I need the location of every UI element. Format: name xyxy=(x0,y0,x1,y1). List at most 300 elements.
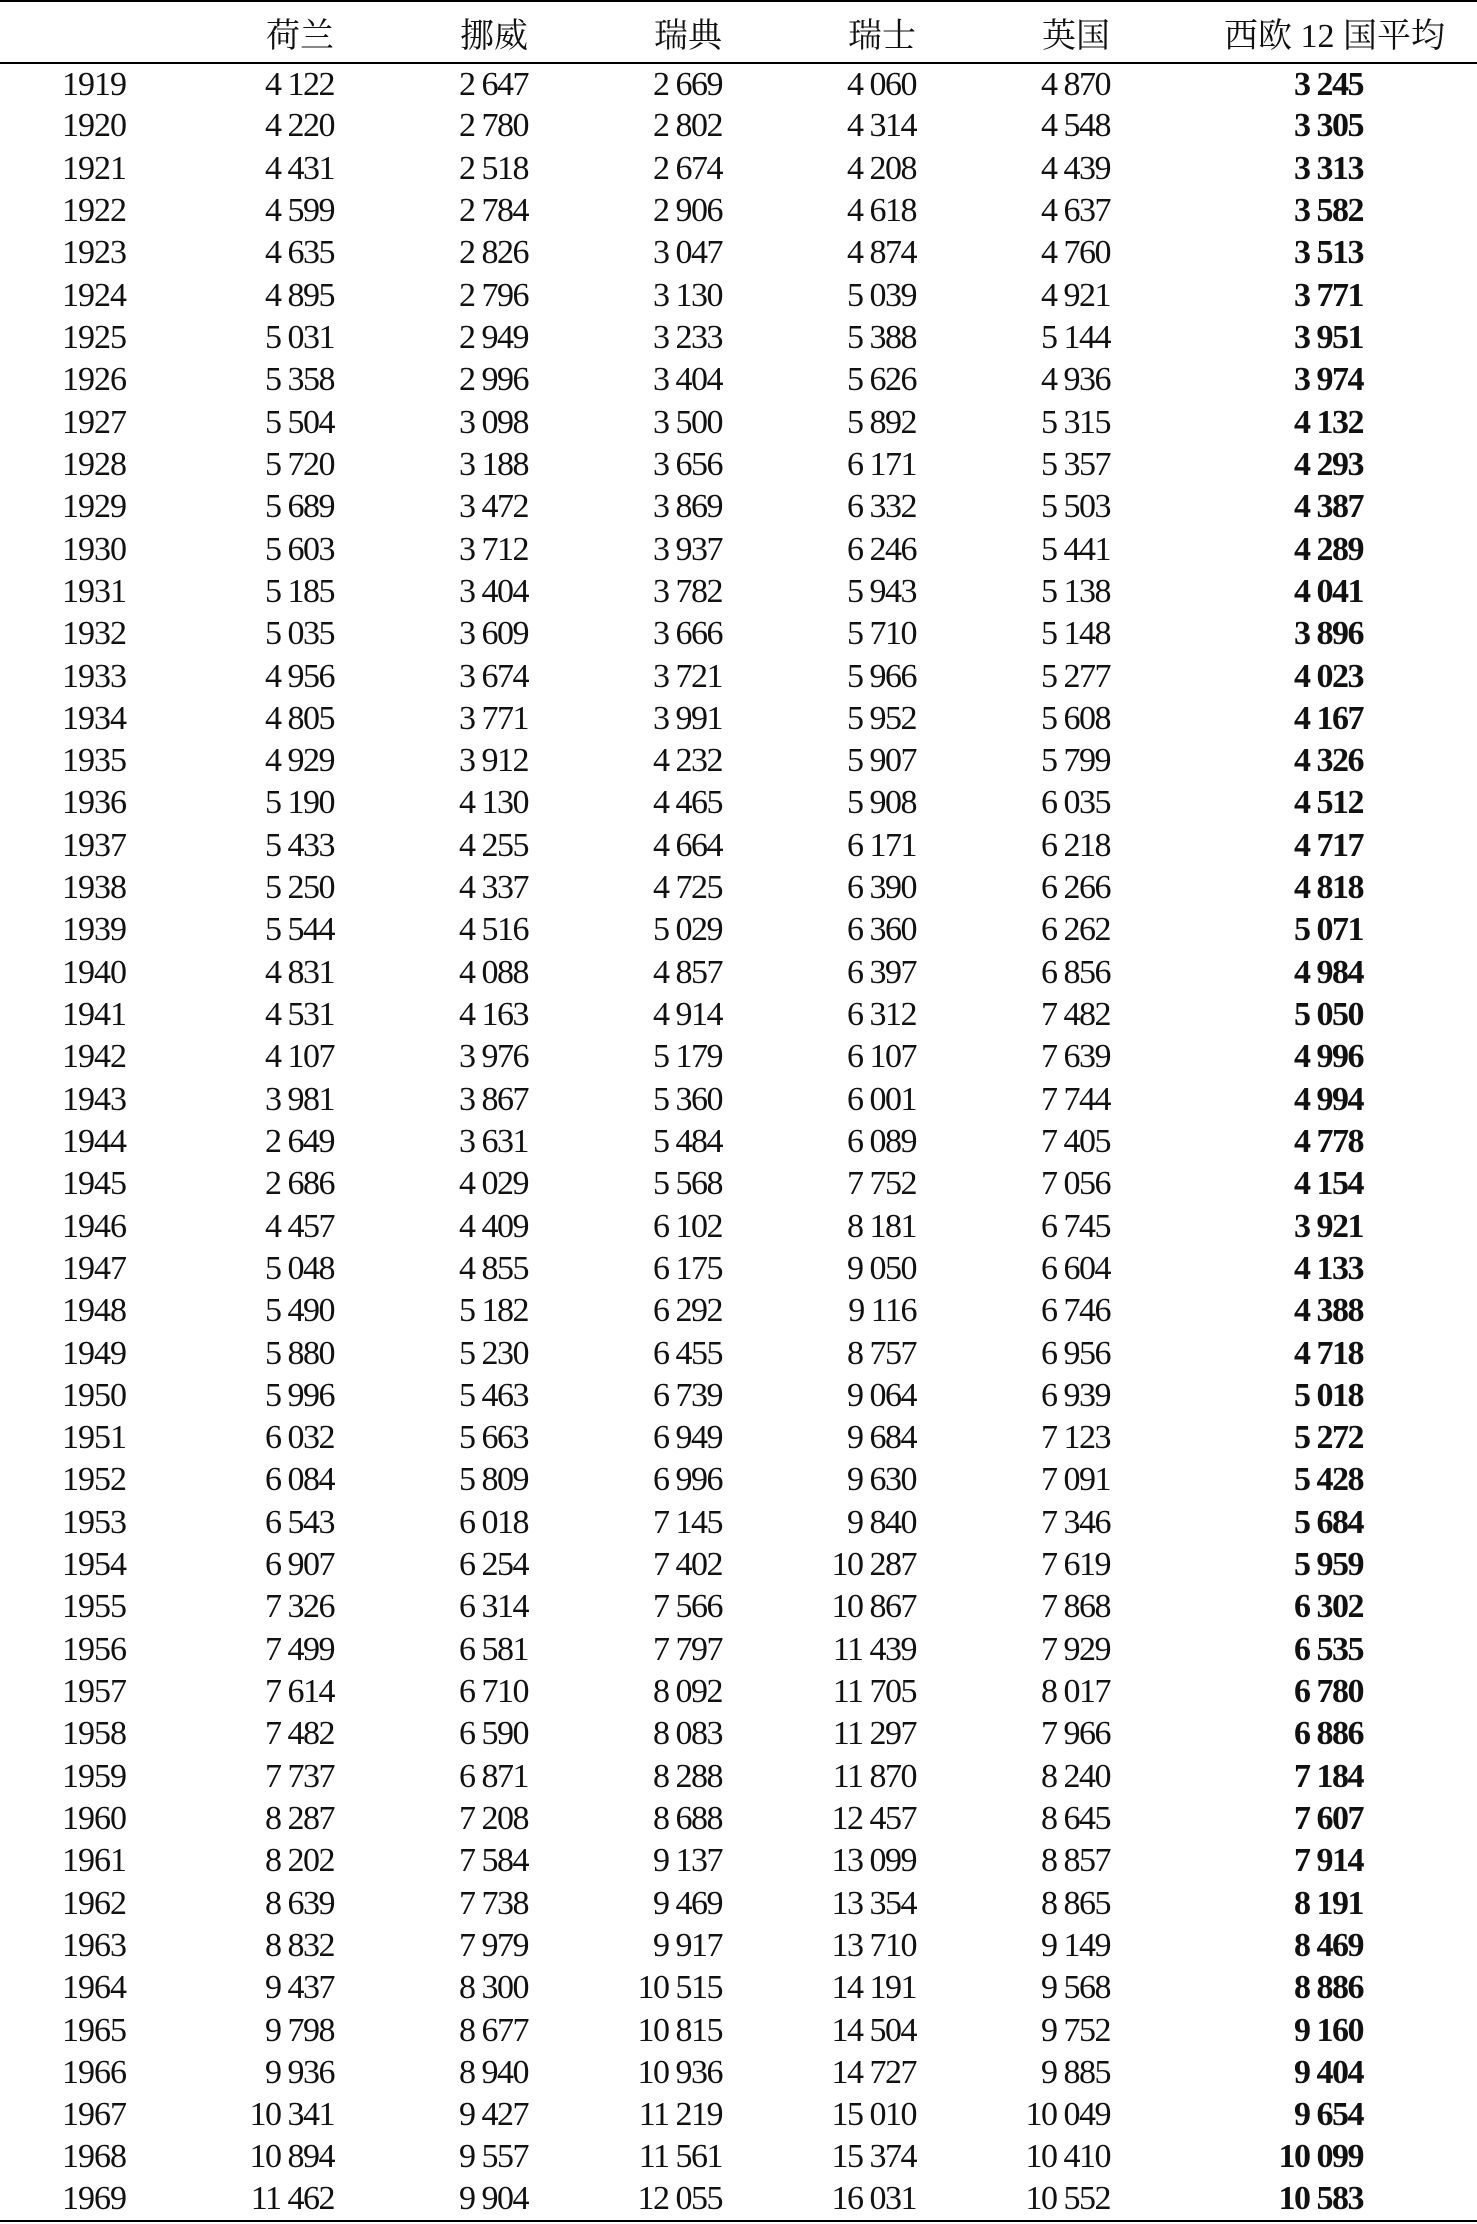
header-year xyxy=(0,1,140,63)
cell-netherlands: 9 936 xyxy=(265,2053,334,2091)
table-row xyxy=(0,1459,1477,1501)
cell-switzerland: 5 710 xyxy=(847,615,916,653)
cell-uk: 6 956 xyxy=(1041,1334,1110,1372)
cell-netherlands: 4 895 xyxy=(265,276,334,314)
cell-switzerland: 9 050 xyxy=(847,1249,916,1287)
cell-year: 1924 xyxy=(62,276,126,314)
cell-uk: 6 035 xyxy=(1041,784,1110,822)
cell-average: 4 388 xyxy=(1294,1292,1363,1330)
cell-sweden: 11 561 xyxy=(638,2138,722,2176)
cell-norway: 4 255 xyxy=(459,826,528,864)
cell-norway: 6 581 xyxy=(459,1630,528,1668)
cell-uk: 6 856 xyxy=(1041,953,1110,991)
cell-year: 1944 xyxy=(62,1122,126,1160)
cell-uk: 7 868 xyxy=(1041,1588,1110,1626)
cell-sweden: 5 179 xyxy=(653,1038,722,1076)
cell-netherlands: 5 190 xyxy=(265,784,334,822)
table-row xyxy=(0,105,1477,147)
cell-sweden: 8 688 xyxy=(653,1799,722,1837)
cell-switzerland: 4 874 xyxy=(847,234,916,272)
cell-average: 4 994 xyxy=(1294,1080,1363,1118)
cell-netherlands: 5 031 xyxy=(265,319,334,357)
cell-average: 3 245 xyxy=(1294,65,1363,103)
cell-year: 1942 xyxy=(62,1038,126,1076)
cell-sweden: 7 566 xyxy=(653,1588,722,1626)
cell-switzerland: 8 757 xyxy=(847,1334,916,1372)
cell-uk: 7 405 xyxy=(1041,1122,1110,1160)
cell-netherlands: 7 499 xyxy=(265,1630,334,1668)
cell-norway: 3 472 xyxy=(459,488,528,526)
cell-year: 1958 xyxy=(62,1715,126,1753)
cell-norway: 3 609 xyxy=(459,615,528,653)
cell-uk: 7 744 xyxy=(1041,1080,1110,1118)
cell-norway: 8 300 xyxy=(459,1969,528,2007)
cell-switzerland: 15 010 xyxy=(831,2096,916,2134)
cell-average: 3 313 xyxy=(1294,149,1363,187)
cell-average: 4 984 xyxy=(1294,953,1363,991)
cell-norway: 4 029 xyxy=(459,1165,528,1203)
cell-uk: 5 148 xyxy=(1041,615,1110,653)
cell-norway: 4 337 xyxy=(459,869,528,907)
cell-netherlands: 10 341 xyxy=(249,2096,334,2134)
cell-netherlands: 5 720 xyxy=(265,445,334,483)
cell-switzerland: 9 684 xyxy=(847,1419,916,1457)
table-row xyxy=(0,275,1477,317)
cell-uk: 5 138 xyxy=(1041,572,1110,610)
table-row xyxy=(0,1375,1477,1417)
cell-norway: 3 867 xyxy=(459,1080,528,1118)
header-norway: 挪威 xyxy=(334,1,528,63)
cell-switzerland: 5 907 xyxy=(847,742,916,780)
cell-year: 1922 xyxy=(62,192,126,230)
cell-sweden: 8 083 xyxy=(653,1715,722,1753)
cell-norway: 6 710 xyxy=(459,1673,528,1711)
cell-year: 1959 xyxy=(62,1757,126,1795)
cell-average: 3 305 xyxy=(1294,107,1363,145)
cell-sweden: 9 137 xyxy=(653,1842,722,1880)
table-row xyxy=(0,2052,1477,2094)
table-row xyxy=(0,1332,1477,1374)
cell-norway: 5 663 xyxy=(459,1419,528,1457)
cell-norway: 9 557 xyxy=(459,2138,528,2176)
cell-uk: 5 277 xyxy=(1041,657,1110,695)
cell-average: 8 191 xyxy=(1294,1884,1363,1922)
table-row xyxy=(0,1121,1477,1163)
cell-switzerland: 13 710 xyxy=(831,1926,916,1964)
cell-uk: 6 262 xyxy=(1041,911,1110,949)
cell-uk: 6 604 xyxy=(1041,1249,1110,1287)
cell-year: 1920 xyxy=(62,107,126,145)
cell-sweden: 3 721 xyxy=(653,657,722,695)
cell-average: 3 896 xyxy=(1294,615,1363,653)
cell-uk: 4 548 xyxy=(1041,107,1110,145)
cell-uk: 8 645 xyxy=(1041,1799,1110,1837)
cell-netherlands: 5 048 xyxy=(265,1249,334,1287)
cell-average: 7 184 xyxy=(1294,1757,1363,1795)
cell-average: 4 167 xyxy=(1294,699,1363,737)
cell-switzerland: 4 618 xyxy=(847,192,916,230)
cell-norway: 8 677 xyxy=(459,2011,528,2049)
table-row xyxy=(0,1798,1477,1840)
cell-switzerland: 5 892 xyxy=(847,403,916,441)
cell-average: 8 469 xyxy=(1294,1926,1363,1964)
cell-sweden: 7 145 xyxy=(653,1503,722,1541)
cell-year: 1930 xyxy=(62,530,126,568)
cell-netherlands: 5 185 xyxy=(265,572,334,610)
cell-sweden: 5 568 xyxy=(653,1165,722,1203)
cell-netherlands: 5 880 xyxy=(265,1334,334,1372)
cell-sweden: 8 288 xyxy=(653,1757,722,1795)
cell-year: 1964 xyxy=(62,1969,126,2007)
cell-average: 4 326 xyxy=(1294,742,1363,780)
table-row xyxy=(0,952,1477,994)
cell-switzerland: 14 727 xyxy=(831,2053,916,2091)
cell-netherlands: 6 907 xyxy=(265,1546,334,1584)
cell-netherlands: 4 956 xyxy=(265,657,334,695)
cell-average: 4 133 xyxy=(1294,1249,1363,1287)
cell-sweden: 9 469 xyxy=(653,1884,722,1922)
cell-average: 4 717 xyxy=(1294,826,1363,864)
cell-year: 1957 xyxy=(62,1673,126,1711)
table-row xyxy=(0,909,1477,951)
cell-average: 5 018 xyxy=(1294,1376,1363,1414)
cell-average: 4 996 xyxy=(1294,1038,1363,1076)
cell-year: 1968 xyxy=(62,2138,126,2176)
cell-sweden: 6 739 xyxy=(653,1376,722,1414)
cell-norway: 2 518 xyxy=(459,149,528,187)
cell-average: 3 582 xyxy=(1294,192,1363,230)
cell-norway: 7 584 xyxy=(459,1842,528,1880)
cell-sweden: 6 949 xyxy=(653,1419,722,1457)
cell-uk: 4 936 xyxy=(1041,361,1110,399)
cell-sweden: 2 674 xyxy=(653,149,722,187)
table-row xyxy=(0,1163,1477,1205)
cell-year: 1941 xyxy=(62,996,126,1034)
cell-sweden: 2 802 xyxy=(653,107,722,145)
cell-sweden: 2 669 xyxy=(653,65,722,103)
table-body xyxy=(0,63,1477,2221)
cell-switzerland: 4 208 xyxy=(847,149,916,187)
cell-year: 1946 xyxy=(62,1207,126,1245)
cell-uk: 7 966 xyxy=(1041,1715,1110,1753)
cell-uk: 8 240 xyxy=(1041,1757,1110,1795)
cell-switzerland: 12 457 xyxy=(831,1799,916,1837)
cell-netherlands: 8 202 xyxy=(265,1842,334,1880)
table-row xyxy=(0,698,1477,740)
cell-sweden: 6 455 xyxy=(653,1334,722,1372)
cell-average: 4 387 xyxy=(1294,488,1363,526)
cell-netherlands: 2 649 xyxy=(265,1122,334,1160)
cell-uk: 6 745 xyxy=(1041,1207,1110,1245)
cell-netherlands: 4 929 xyxy=(265,742,334,780)
table-row xyxy=(0,1840,1477,1882)
cell-netherlands: 5 544 xyxy=(265,911,334,949)
cell-norway: 2 949 xyxy=(459,319,528,357)
cell-sweden: 9 917 xyxy=(653,1926,722,1964)
cell-netherlands: 6 032 xyxy=(265,1419,334,1457)
cell-netherlands: 5 433 xyxy=(265,826,334,864)
cell-netherlands: 4 831 xyxy=(265,953,334,991)
cell-switzerland: 7 752 xyxy=(847,1165,916,1203)
cell-uk: 5 503 xyxy=(1041,488,1110,526)
cell-switzerland: 5 952 xyxy=(847,699,916,737)
cell-sweden: 3 130 xyxy=(653,276,722,314)
cell-sweden: 4 725 xyxy=(653,869,722,907)
cell-netherlands: 4 599 xyxy=(265,192,334,230)
cell-sweden: 5 360 xyxy=(653,1080,722,1118)
cell-netherlands: 9 798 xyxy=(265,2011,334,2049)
cell-norway: 2 780 xyxy=(459,107,528,145)
cell-netherlands: 4 805 xyxy=(265,699,334,737)
cell-average: 4 818 xyxy=(1294,869,1363,907)
cell-uk: 7 346 xyxy=(1041,1503,1110,1541)
cell-year: 1921 xyxy=(62,149,126,187)
cell-uk: 7 056 xyxy=(1041,1165,1110,1203)
cell-netherlands: 4 107 xyxy=(265,1038,334,1076)
cell-norway: 3 976 xyxy=(459,1038,528,1076)
cell-switzerland: 6 246 xyxy=(847,530,916,568)
cell-average: 6 886 xyxy=(1294,1715,1363,1753)
table-row xyxy=(0,1248,1477,1290)
table-row xyxy=(0,1671,1477,1713)
cell-uk: 5 357 xyxy=(1041,445,1110,483)
cell-norway: 4 855 xyxy=(459,1249,528,1287)
cell-sweden: 3 869 xyxy=(653,488,722,526)
cell-norway: 6 871 xyxy=(459,1757,528,1795)
cell-sweden: 3 666 xyxy=(653,615,722,653)
cell-netherlands: 8 832 xyxy=(265,1926,334,1964)
cell-year: 1935 xyxy=(62,742,126,780)
cell-average: 9 160 xyxy=(1294,2011,1363,2049)
cell-average: 4 718 xyxy=(1294,1334,1363,1372)
cell-uk: 4 760 xyxy=(1041,234,1110,272)
cell-sweden: 10 815 xyxy=(637,2011,722,2049)
cell-year: 1949 xyxy=(62,1334,126,1372)
cell-year: 1937 xyxy=(62,826,126,864)
cell-norway: 3 674 xyxy=(459,657,528,695)
cell-year: 1966 xyxy=(62,2053,126,2091)
cell-average: 6 302 xyxy=(1294,1588,1363,1626)
cell-switzerland: 6 360 xyxy=(847,911,916,949)
cell-norway: 3 404 xyxy=(459,572,528,610)
cell-norway: 7 979 xyxy=(459,1926,528,1964)
cell-average: 3 771 xyxy=(1294,276,1363,314)
cell-switzerland: 6 001 xyxy=(847,1080,916,1118)
cell-average: 3 951 xyxy=(1294,319,1363,357)
cell-year: 1923 xyxy=(62,234,126,272)
cell-uk: 5 799 xyxy=(1041,742,1110,780)
cell-switzerland: 11 705 xyxy=(832,1673,916,1711)
cell-switzerland: 6 332 xyxy=(847,488,916,526)
cell-sweden: 3 047 xyxy=(653,234,722,272)
cell-sweden: 4 664 xyxy=(653,826,722,864)
cell-switzerland: 5 966 xyxy=(847,657,916,695)
cell-uk: 7 639 xyxy=(1041,1038,1110,1076)
cell-sweden: 4 857 xyxy=(653,953,722,991)
cell-average: 9 654 xyxy=(1294,2096,1363,2134)
cell-netherlands: 5 504 xyxy=(265,403,334,441)
cell-year: 1929 xyxy=(62,488,126,526)
cell-uk: 7 123 xyxy=(1041,1419,1110,1457)
cell-uk: 4 870 xyxy=(1041,65,1110,103)
cell-switzerland: 9 630 xyxy=(847,1461,916,1499)
cell-norway: 3 771 xyxy=(459,699,528,737)
table-row xyxy=(0,317,1477,359)
cell-uk: 7 091 xyxy=(1041,1461,1110,1499)
cell-year: 1938 xyxy=(62,869,126,907)
cell-year: 1963 xyxy=(62,1926,126,1964)
cell-netherlands: 8 639 xyxy=(265,1884,334,1922)
cell-norway: 6 254 xyxy=(459,1546,528,1584)
cell-uk: 8 865 xyxy=(1041,1884,1110,1922)
cell-year: 1943 xyxy=(62,1080,126,1118)
table-row xyxy=(0,867,1477,909)
cell-uk: 10 410 xyxy=(1025,2138,1110,2176)
cell-netherlands: 2 686 xyxy=(265,1165,334,1203)
cell-year: 1932 xyxy=(62,615,126,653)
cell-sweden: 3 656 xyxy=(653,445,722,483)
cell-norway: 2 996 xyxy=(459,361,528,399)
table-row xyxy=(0,148,1477,190)
cell-year: 1956 xyxy=(62,1630,126,1668)
cell-year: 1936 xyxy=(62,784,126,822)
cell-switzerland: 9 840 xyxy=(847,1503,916,1541)
table-row xyxy=(0,402,1477,444)
cell-sweden: 6 292 xyxy=(653,1292,722,1330)
cell-average: 4 023 xyxy=(1294,657,1363,695)
cell-year: 1947 xyxy=(62,1249,126,1287)
cell-uk: 5 315 xyxy=(1041,403,1110,441)
cell-norway: 3 098 xyxy=(459,403,528,441)
cell-year: 1950 xyxy=(62,1376,126,1414)
cell-average: 3 921 xyxy=(1294,1207,1363,1245)
cell-sweden: 6 102 xyxy=(653,1207,722,1245)
cell-switzerland: 5 039 xyxy=(847,276,916,314)
cell-norway: 6 018 xyxy=(459,1503,528,1541)
cell-netherlands: 7 737 xyxy=(265,1757,334,1795)
cell-uk: 7 929 xyxy=(1041,1630,1110,1668)
cell-switzerland: 10 867 xyxy=(831,1588,916,1626)
table-row xyxy=(0,1925,1477,1967)
cell-switzerland: 5 943 xyxy=(847,572,916,610)
cell-average: 5 050 xyxy=(1294,996,1363,1034)
table-row xyxy=(0,1586,1477,1628)
cell-sweden: 5 029 xyxy=(653,911,722,949)
cell-switzerland: 11 439 xyxy=(832,1630,916,1668)
cell-switzerland: 6 089 xyxy=(847,1122,916,1160)
table-row xyxy=(0,1967,1477,2009)
cell-uk: 8 017 xyxy=(1041,1673,1110,1711)
cell-sweden: 3 937 xyxy=(653,530,722,568)
header-netherlands: 荷兰 xyxy=(140,1,334,63)
cell-average: 10 583 xyxy=(1110,2179,1477,2221)
cell-norway: 2 826 xyxy=(459,234,528,272)
cell-switzerland: 16 031 xyxy=(722,2179,916,2221)
cell-sweden: 6 175 xyxy=(653,1249,722,1287)
header-western-europe-12-average: 西欧 12 国平均 xyxy=(1110,1,1477,63)
cell-sweden: 3 404 xyxy=(653,361,722,399)
cell-year: 1951 xyxy=(62,1419,126,1457)
cell-norway: 2 647 xyxy=(459,65,528,103)
cell-average: 4 293 xyxy=(1294,445,1363,483)
cell-netherlands: 6 543 xyxy=(265,1503,334,1541)
table-row xyxy=(0,1629,1477,1671)
cell-netherlands: 7 614 xyxy=(265,1673,334,1711)
table-row xyxy=(0,1079,1477,1121)
table-row xyxy=(0,1502,1477,1544)
cell-uk: 10 552 xyxy=(916,2179,1110,2221)
cell-year: 1954 xyxy=(62,1546,126,1584)
cell-norway: 5 230 xyxy=(459,1334,528,1372)
cell-average: 7 914 xyxy=(1294,1842,1363,1880)
cell-sweden: 8 092 xyxy=(653,1673,722,1711)
cell-year: 1940 xyxy=(62,953,126,991)
cell-netherlands: 5 689 xyxy=(265,488,334,526)
table-row xyxy=(0,571,1477,613)
table-row xyxy=(0,740,1477,782)
cell-sweden: 10 936 xyxy=(637,2053,722,2091)
cell-uk: 4 921 xyxy=(1041,276,1110,314)
cell-uk: 7 482 xyxy=(1041,996,1110,1034)
cell-switzerland: 10 287 xyxy=(831,1546,916,1584)
cell-switzerland: 13 099 xyxy=(831,1842,916,1880)
cell-norway: 7 738 xyxy=(459,1884,528,1922)
cell-norway: 5 809 xyxy=(459,1461,528,1499)
cell-average: 3 513 xyxy=(1294,234,1363,272)
cell-switzerland: 9 064 xyxy=(847,1376,916,1414)
cell-year: 1927 xyxy=(62,403,126,441)
cell-netherlands: 5 250 xyxy=(265,869,334,907)
cell-uk: 7 619 xyxy=(1041,1546,1110,1584)
table-row xyxy=(0,528,1477,570)
cell-year: 1925 xyxy=(62,319,126,357)
table-row xyxy=(0,1756,1477,1798)
cell-average: 5 272 xyxy=(1294,1419,1363,1457)
cell-year: 1928 xyxy=(62,445,126,483)
cell-netherlands: 3 981 xyxy=(265,1080,334,1118)
cell-year: 1967 xyxy=(62,2096,126,2134)
cell-netherlands: 4 635 xyxy=(265,234,334,272)
cell-uk: 9 885 xyxy=(1041,2053,1110,2091)
cell-netherlands: 10 894 xyxy=(249,2138,334,2176)
cell-uk: 5 441 xyxy=(1041,530,1110,568)
cell-netherlands: 7 326 xyxy=(265,1588,334,1626)
cell-switzerland: 9 116 xyxy=(848,1292,916,1330)
cell-year: 1934 xyxy=(62,699,126,737)
cell-average: 5 071 xyxy=(1294,911,1363,949)
cell-year: 1919 xyxy=(62,65,126,103)
cell-sweden: 10 515 xyxy=(637,1969,722,2007)
cell-switzerland: 13 354 xyxy=(831,1884,916,1922)
cell-year: 1926 xyxy=(62,361,126,399)
cell-uk: 9 752 xyxy=(1041,2011,1110,2049)
cell-netherlands: 4 122 xyxy=(265,65,334,103)
cell-switzerland: 14 191 xyxy=(831,1969,916,2007)
cell-uk: 6 218 xyxy=(1041,826,1110,864)
cell-average: 4 512 xyxy=(1294,784,1363,822)
table-row xyxy=(0,1036,1477,1078)
cell-sweden: 4 465 xyxy=(653,784,722,822)
cell-norway: 7 208 xyxy=(459,1799,528,1837)
cell-norway: 4 516 xyxy=(459,911,528,949)
cell-average: 10 099 xyxy=(1278,2138,1363,2176)
table-row xyxy=(0,1882,1477,1924)
cell-sweden: 6 996 xyxy=(653,1461,722,1499)
cell-norway: 4 409 xyxy=(459,1207,528,1245)
cell-average: 4 154 xyxy=(1294,1165,1363,1203)
cell-netherlands: 4 431 xyxy=(265,149,334,187)
cell-sweden: 3 500 xyxy=(653,403,722,441)
